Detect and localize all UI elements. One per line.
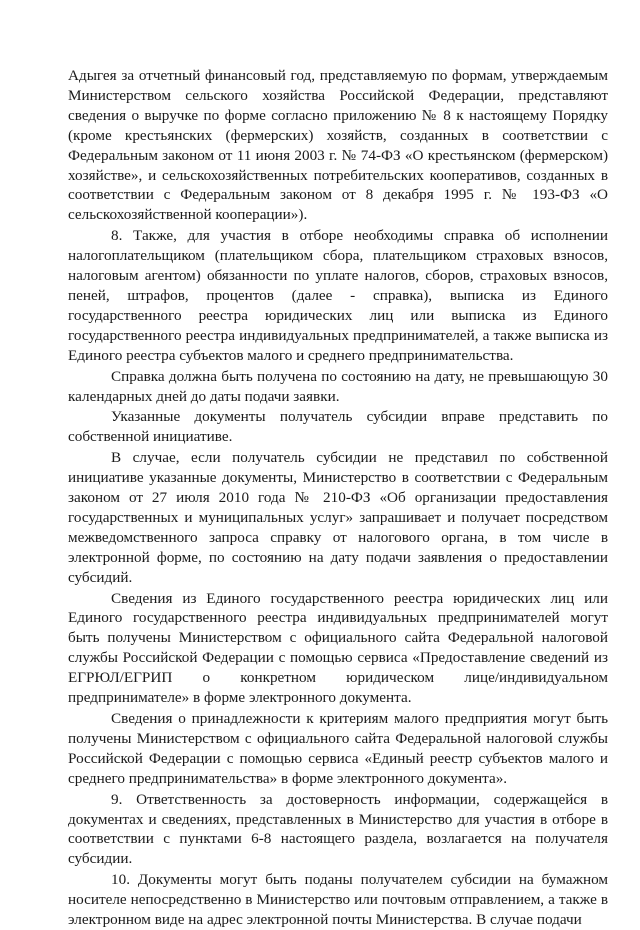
paragraph-item-10: 10. Документы могут быть поданы получателем субсидии на бумажном носителе непосредственно в Министерство или почтовым отправлением, а также в электронном виде на адрес электронной почты Министерства. В случае подачи: [68, 871, 608, 929]
paragraph-small-business: Сведения о принадлежности к критериям малого предприятия могут быть получены Министерством с официального сайта Федеральной налоговой службы Российской Федерации с помощью сервиса «Единый реестр субъектов малого и среднего предпринимательства» в форме электронного документа».: [68, 710, 608, 787]
paragraph-own-initiative: Указанные документы получатель субсидии вправе представить по собственной инициативе.: [68, 408, 608, 446]
paragraph-certificate-date: Справка должна быть получена по состоянию на дату, не превышающую 30 календарных дней до даты подачи заявки.: [68, 367, 608, 405]
document-body: [68, 66, 608, 930]
paragraph-continuation: Адыгея за отчетный финансовый год, представляемую по формам, утверждаемым Министерством сельского хозяйства Российской Федерации, представляют сведения о выручке по форме согласно приложению № 8 к настоящему Порядку (кроме крестьянских (фермерских) хозяйств, созданных в соответствии с Федеральным законом от 11 июня 2003 г. № 74-ФЗ «О крестьянском (фермерском) хозяйстве», и сельскохозяйственных потребительских кооперативов, созданных в соответствии с Федеральным законом от 8 декабря 1995 г. № 193-ФЗ «О сельскохозяйственной кооперации»).: [68, 67, 608, 224]
paragraph-registry-info: Сведения из Единого государственного реестра юридических лиц или Единого государственного реестра индивидуальных предпринимателей могут быть получены Министерством с официального сайта Федеральной налоговой службы Российской Федерации с помощью сервиса «Предоставление сведений из ЕГРЮЛ/ЕГРИП о конкретном юридическом лице/индивидуальном предпринимателе» в форме электронного документа.: [68, 589, 608, 707]
paragraph-item-9: 9. Ответственность за достоверность информации, содержащейся в документах и сведениях, представленных в Министерство для участия в отборе в соответствии с пунктами 6-8 настоящего раздела, возлагается на получателя субсидии.: [68, 790, 608, 868]
paragraph-interdepartmental-request: В случае, если получатель субсидии не представил по собственной инициативе указанные документы, Министерство в соответствии с Федеральным законом от 27 июля 2010 года № 210-ФЗ «Об организации предоставления государственных и муниципальных услуг» запрашивает и получает посредством межведомственного запроса справку от налогового органа, в том числе в электронной форме, по состоянию на дату подачи заявления о предоставлении субсидий.: [68, 449, 608, 586]
paragraph-item-8: 8. Также, для участия в отборе необходимы справка об исполнении налогоплательщиком (плательщиком сбора, плательщиком страховых взносов, налоговым агентом) обязанности по уплате налогов, сборов, страховых взносов, пеней, штрафов, процентов (далее - справка), выписка из Единого государственного реестра юридических лиц или выписка из Единого государственного реестра индивидуальных предпринимателей, а также выписка из Единого реестра субъектов малого и среднего предпринимательства.: [68, 227, 608, 364]
